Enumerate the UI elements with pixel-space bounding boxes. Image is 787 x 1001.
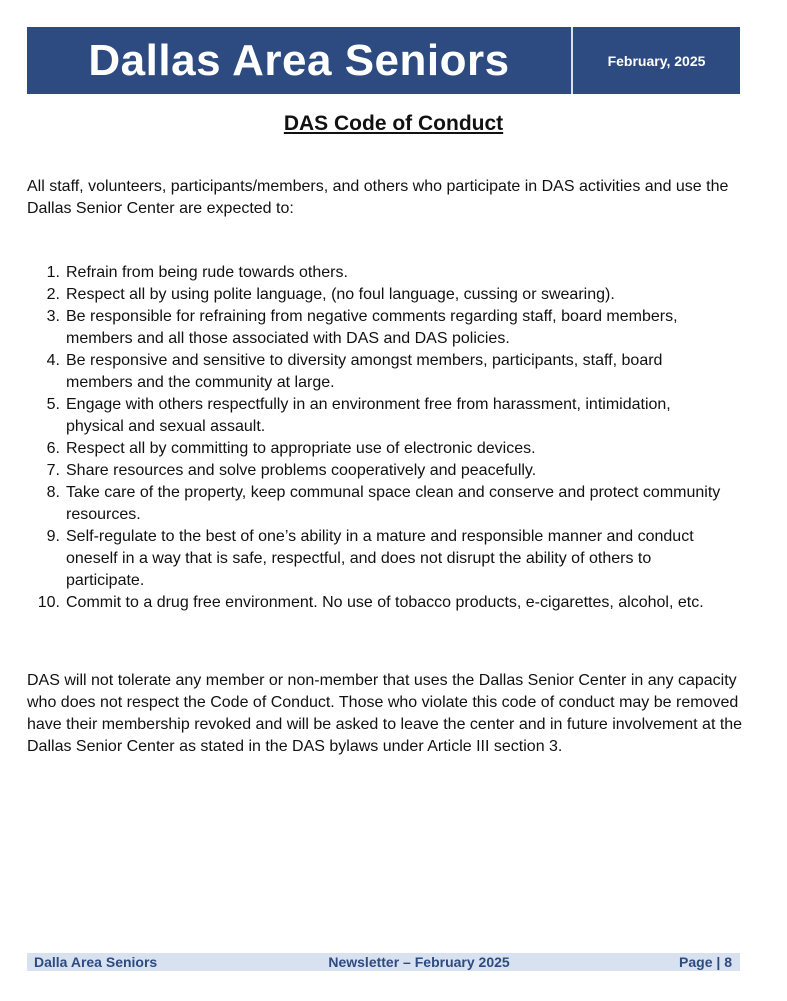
issue-date: February, 2025 — [607, 52, 706, 69]
list-item-number: 1. — [46, 264, 60, 281]
page-title: DAS Code of Conduct — [283, 112, 504, 135]
page-footer — [27, 953, 740, 971]
list-item-text: Respect all by committing to appropriate use of electronic devices. — [66, 440, 536, 457]
conduct-rules-list — [27, 262, 737, 614]
list-item-number: 8. — [46, 484, 60, 501]
list-item — [27, 438, 737, 460]
list-item-text: Refrain from being rude towards others. — [66, 264, 348, 281]
list-item — [27, 482, 737, 526]
page-number: Page | 8 — [679, 954, 732, 970]
list-item-number: 10. — [37, 594, 60, 611]
list-item-number: 4. — [46, 352, 60, 369]
list-item — [27, 350, 737, 394]
list-item — [27, 460, 737, 482]
list-item-number: 9. — [46, 528, 60, 545]
list-item — [27, 262, 737, 284]
list-item-text: Take care of the property, keep communal space clean and conserve and protect community resources. — [66, 484, 721, 523]
list-item — [27, 592, 737, 614]
list-item-text: Be responsible for refraining from negative comments regarding staff, board members, members and all those associated with DAS and DAS policies. — [66, 308, 678, 347]
header-date-box — [573, 27, 740, 94]
closing-paragraph: DAS will not tolerate any member or non-member that uses the Dallas Senior Center in any capacity who does not respect the Code of Conduct. Those who violate this code of conduct may be removed have their membership revoked and will be asked to leave the center and in future involvement at the Dallas Senior Center as stated in the DAS bylaws under Article III section 3. — [27, 672, 743, 755]
footer-org-name: Dalla Area Seniors — [34, 954, 158, 970]
list-item-number: 7. — [46, 462, 60, 479]
newsletter-title: Dallas Area Seniors — [88, 35, 510, 85]
list-item — [27, 306, 737, 350]
list-item — [27, 394, 737, 438]
footer-newsletter-label: Newsletter – February 2025 — [328, 954, 510, 970]
list-item-number: 3. — [46, 308, 60, 325]
list-item-number: 5. — [46, 396, 60, 413]
list-item — [27, 526, 737, 592]
list-item-text: Share resources and solve problems cooperatively and peacefully. — [66, 462, 537, 479]
list-item-text: Self-regulate to the best of one’s ability in a mature and responsible manner and conduct oneself in a way that is safe, respectful, and does not disrupt the ability of others to participate. — [66, 528, 694, 589]
header-title-box — [27, 27, 573, 94]
list-item — [27, 284, 737, 306]
newsletter-header — [27, 27, 740, 94]
list-item-text: Engage with others respectfully in an environment free from harassment, intimidation, physical and sexual assault. — [66, 396, 671, 435]
intro-paragraph: All staff, volunteers, participants/members, and others who participate in DAS activities and use the Dallas Senior Center are expected to: — [27, 178, 729, 217]
list-item-number: 2. — [46, 286, 60, 303]
list-item-text: Respect all by using polite language, (no foul language, cussing or swearing). — [66, 286, 615, 303]
list-item-text: Be responsive and sensitive to diversity amongst members, participants, staff, board members and the community at large. — [66, 352, 663, 391]
list-item-number: 6. — [46, 440, 60, 457]
list-item-text: Commit to a drug free environment. No use of tobacco products, e-cigarettes, alcohol, etc. — [66, 594, 704, 611]
